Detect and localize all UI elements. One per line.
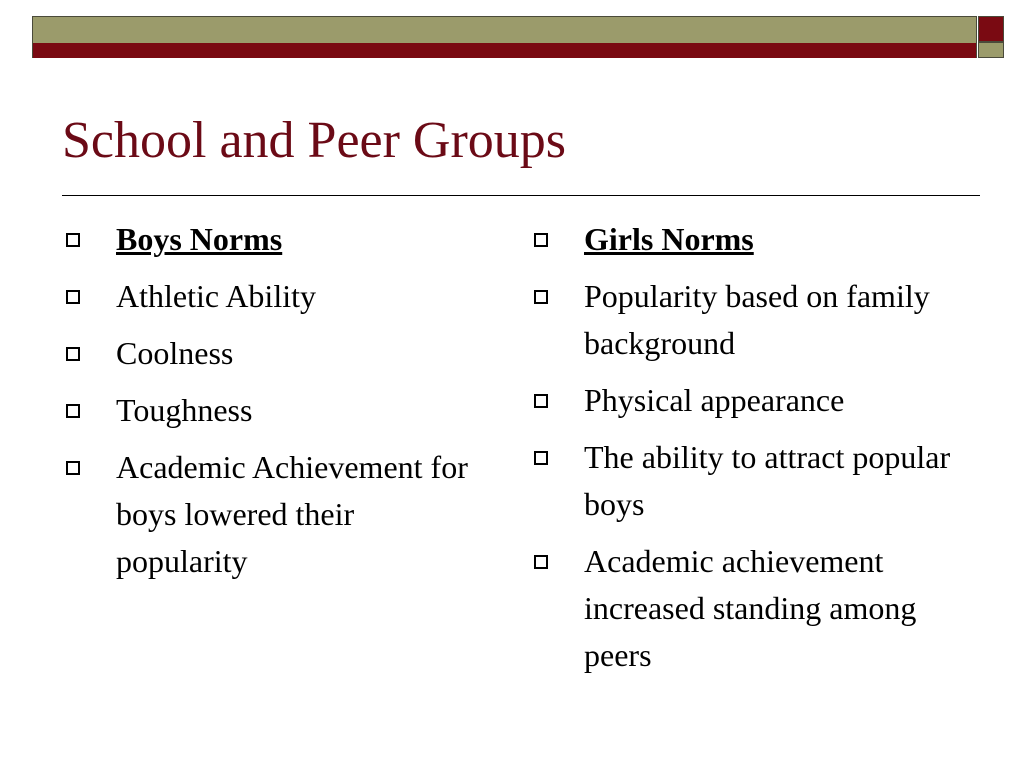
list-item — [62, 444, 482, 585]
hollow-square-icon — [534, 555, 548, 569]
list-item-text: Coolness — [116, 335, 234, 371]
list-item — [62, 330, 482, 377]
list-item-text: Toughness — [116, 392, 253, 428]
slide-title: School and Peer Groups — [62, 112, 567, 169]
list-item-text: Popularity based on family background — [584, 278, 930, 361]
hollow-square-icon — [66, 233, 80, 247]
boys-norms-heading: Boys Norms — [116, 221, 283, 257]
corner-square-maroon — [978, 16, 1004, 42]
header-band-maroon-stripe — [33, 43, 976, 58]
list-item — [62, 273, 482, 320]
list-item-text: The ability to attract popular boys — [584, 439, 951, 522]
list-item — [530, 273, 980, 367]
hollow-square-icon — [534, 233, 548, 247]
hollow-square-icon — [534, 451, 548, 465]
list-item — [530, 434, 980, 528]
list-item-text: Athletic Ability — [116, 278, 316, 314]
girls-norms-list — [530, 216, 980, 689]
boys-norms-list — [62, 216, 482, 595]
header-band — [32, 16, 977, 58]
title-divider — [62, 195, 980, 196]
corner-square-olive — [978, 42, 1004, 58]
list-item — [530, 377, 980, 424]
list-heading-boys — [62, 216, 482, 263]
hollow-square-icon — [66, 404, 80, 418]
list-heading-girls — [530, 216, 980, 263]
header-band-olive-stripe — [33, 17, 976, 43]
list-item-text: Academic Achievement for boys lowered their popularity — [116, 449, 468, 579]
list-item — [62, 387, 482, 434]
hollow-square-icon — [66, 290, 80, 304]
girls-norms-heading: Girls Norms — [584, 221, 754, 257]
hollow-square-icon — [534, 290, 548, 304]
list-item — [530, 538, 980, 679]
list-item-text: Physical appearance — [584, 382, 845, 418]
hollow-square-icon — [534, 394, 548, 408]
hollow-square-icon — [66, 347, 80, 361]
hollow-square-icon — [66, 461, 80, 475]
list-item-text: Academic achievement increased standing among peers — [584, 543, 917, 673]
